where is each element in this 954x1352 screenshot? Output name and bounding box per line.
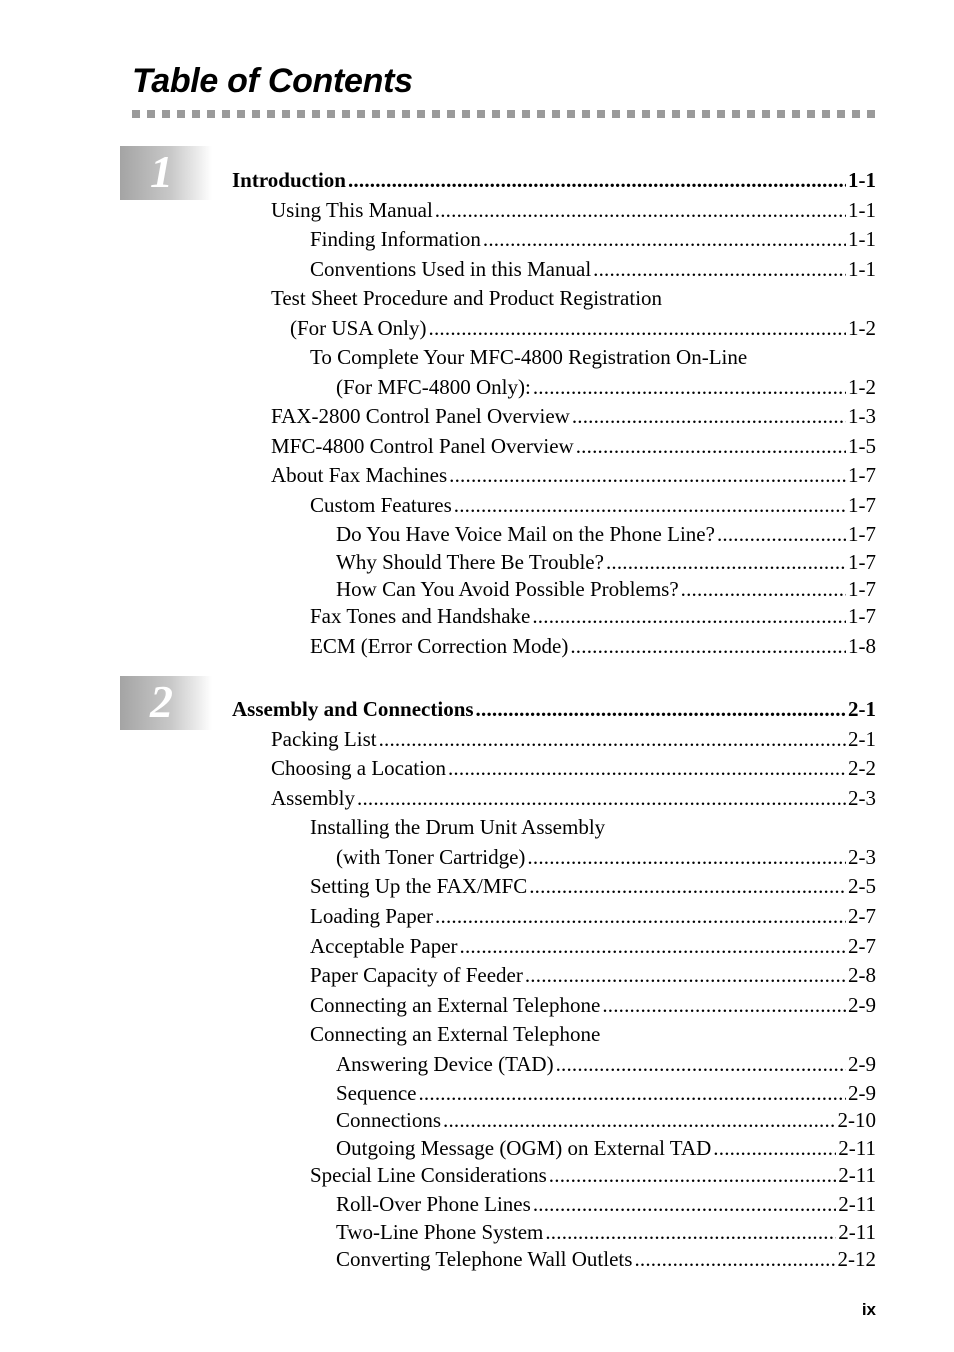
dot-leader	[545, 1219, 836, 1245]
toc-page: 1-1	[848, 168, 876, 192]
dot-leader	[572, 403, 846, 429]
toc-label: Setting Up the FAX/MFC	[310, 874, 528, 898]
dot-leader	[435, 197, 846, 223]
toc-page: 1-3	[848, 404, 876, 428]
dot-leader	[549, 1162, 836, 1188]
toc-page: 2-11	[838, 1220, 876, 1244]
toc-entry[interactable]	[336, 549, 876, 575]
toc-label: (For MFC-4800 Only):	[336, 375, 531, 399]
toc-entry[interactable]	[336, 1246, 876, 1272]
toc-label: (For USA Only)	[290, 316, 427, 340]
toc-entry[interactable]	[336, 844, 876, 870]
dot-leader	[429, 315, 846, 341]
toc-entry[interactable]	[271, 433, 876, 459]
dot-leader	[527, 844, 846, 870]
toc-entry[interactable]	[336, 1051, 876, 1077]
toc-label: Outgoing Message (OGM) on External TAD	[336, 1136, 712, 1160]
toc-entry[interactable]	[271, 197, 876, 223]
toc-label: FAX-2800 Control Panel Overview	[271, 404, 570, 428]
dot-leader	[602, 992, 846, 1018]
toc-label: Two-Line Phone System	[336, 1220, 544, 1244]
toc-entry[interactable]	[310, 633, 876, 659]
toc-entry-continued-label[interactable]	[310, 344, 876, 370]
dot-leader	[606, 549, 846, 575]
chapter-2-number: 2	[150, 676, 173, 727]
toc-page: 2-7	[848, 934, 876, 958]
toc-label: Packing List	[271, 727, 377, 751]
toc-label: Do You Have Voice Mail on the Phone Line?	[336, 522, 715, 546]
toc-page: 2-11	[838, 1136, 876, 1160]
toc-label: About Fax Machines	[271, 463, 448, 487]
toc-entry[interactable]	[310, 1162, 876, 1188]
toc-page: 2-7	[848, 904, 876, 928]
dot-leader	[681, 576, 846, 602]
toc-entry[interactable]	[310, 603, 876, 629]
dot-leader	[593, 256, 846, 282]
dot-leader	[634, 1246, 835, 1272]
toc-entry[interactable]	[310, 933, 876, 959]
toc-label: Special Line Considerations	[310, 1163, 547, 1187]
toc-label: Installing the Drum Unit Assembly	[310, 815, 606, 839]
toc-label: Answering Device (TAD)	[336, 1052, 554, 1076]
toc-entry[interactable]	[310, 992, 876, 1018]
toc-page: 1-7	[848, 577, 876, 601]
toc-label: Assembly	[271, 786, 355, 810]
toc-page: 1-7	[848, 604, 876, 628]
toc-page: 1-7	[848, 463, 876, 487]
toc-page: 1-2	[848, 316, 876, 340]
toc-page: 1-7	[848, 550, 876, 574]
toc-label: Test Sheet Procedure and Product Registration	[271, 286, 663, 310]
dot-leader	[532, 603, 846, 629]
toc-entry[interactable]	[310, 226, 876, 252]
dot-leader	[449, 462, 846, 488]
toc-label: Connections	[336, 1108, 441, 1132]
toc-page: 1-1	[848, 198, 876, 222]
dot-leader	[418, 1080, 846, 1106]
toc-entry[interactable]	[310, 256, 876, 282]
toc-label: Roll-Over Phone Lines	[336, 1192, 531, 1216]
toc-entry[interactable]	[336, 1219, 876, 1245]
toc-page: 2-9	[848, 1052, 876, 1076]
toc-entry[interactable]	[271, 403, 876, 429]
dot-leader	[348, 167, 846, 193]
toc-chapter-1-heading[interactable]	[232, 167, 876, 193]
dot-leader	[576, 433, 846, 459]
dot-leader	[454, 492, 846, 518]
toc-label: Loading Paper	[310, 904, 434, 928]
toc-label: Finding Information	[310, 227, 481, 251]
toc-label: Using This Manual	[271, 198, 433, 222]
toc-label: Why Should There Be Trouble?	[336, 550, 604, 574]
toc-entry[interactable]	[271, 785, 876, 811]
page-number: ix	[861, 1300, 876, 1319]
toc-entry[interactable]	[271, 462, 876, 488]
toc-label: Choosing a Location	[271, 756, 446, 780]
toc-label: Connecting an External Telephone	[310, 1022, 601, 1046]
toc-entry[interactable]	[310, 492, 876, 518]
toc-entry-continued-label[interactable]	[271, 285, 876, 311]
toc-page: 1-5	[848, 434, 876, 458]
toc-page: 2-2	[848, 756, 876, 780]
title-dotted-rule	[132, 110, 876, 118]
toc-label: MFC-4800 Control Panel Overview	[271, 434, 574, 458]
toc-page: 2-9	[848, 993, 876, 1017]
toc-entry[interactable]	[336, 1135, 876, 1161]
dot-leader	[529, 873, 846, 899]
toc-entry[interactable]	[336, 1191, 876, 1217]
toc-entry[interactable]	[310, 962, 876, 988]
toc-entry[interactable]	[336, 521, 876, 547]
chapter-1-number: 1	[150, 146, 173, 197]
toc-page: 2-9	[848, 1081, 876, 1105]
toc-entry-continued-label[interactable]	[310, 814, 876, 840]
dot-leader	[476, 696, 846, 722]
toc-entry[interactable]	[271, 726, 876, 752]
toc-chapter-2-heading[interactable]	[232, 696, 876, 722]
dot-leader	[525, 962, 846, 988]
toc-label: ECM (Error Correction Mode)	[310, 634, 569, 658]
toc-page: 2-12	[837, 1247, 876, 1271]
chapter-2-tab	[120, 676, 212, 730]
dot-leader	[533, 1191, 836, 1217]
toc-entry[interactable]	[310, 903, 876, 929]
toc-entry[interactable]	[336, 1080, 876, 1106]
toc-label: Conventions Used in this Manual	[310, 257, 592, 281]
toc-label: Fax Tones and Handshake	[310, 604, 531, 628]
toc-page: 1-1	[848, 257, 876, 281]
toc-label: Converting Telephone Wall Outlets	[336, 1247, 633, 1271]
dot-leader	[379, 726, 846, 752]
dot-leader	[533, 374, 846, 400]
dot-leader	[483, 226, 846, 252]
toc-page: 2-1	[848, 727, 876, 751]
dot-leader	[435, 903, 846, 929]
toc-label: Assembly and Connections	[232, 697, 474, 721]
dot-leader	[570, 633, 846, 659]
toc-label: Custom Features	[310, 493, 452, 517]
toc-label: Introduction	[232, 168, 346, 192]
toc-page: 2-3	[848, 845, 876, 869]
toc-entry[interactable]	[271, 755, 876, 781]
dot-leader	[713, 1135, 836, 1161]
toc-entry[interactable]	[290, 315, 876, 341]
toc-label: (with Toner Cartridge)	[336, 845, 526, 869]
toc-page: 2-11	[838, 1163, 876, 1187]
dot-leader	[717, 521, 846, 547]
toc-entry[interactable]	[336, 576, 876, 602]
toc-page: 2-5	[848, 874, 876, 898]
toc-page: 2-1	[848, 697, 876, 721]
toc-label: To Complete Your MFC-4800 Registration On-Line	[310, 345, 748, 369]
toc-page: 2-8	[848, 963, 876, 987]
toc-entry[interactable]	[310, 873, 876, 899]
toc-label: How Can You Avoid Possible Problems?	[336, 577, 679, 601]
chapter-1-tab	[120, 146, 212, 200]
toc-label: Sequence	[336, 1081, 417, 1105]
toc-page: 2-10	[837, 1108, 876, 1132]
toc-page: 1-7	[848, 493, 876, 517]
toc-page: 1-1	[848, 227, 876, 251]
dot-leader	[556, 1051, 846, 1077]
toc-page: 1-2	[848, 375, 876, 399]
toc-entry[interactable]	[336, 374, 876, 400]
dot-leader	[448, 755, 846, 781]
toc-page: 1-7	[848, 522, 876, 546]
toc-entry-continued-label[interactable]	[310, 1021, 876, 1047]
toc-page: 2-11	[838, 1192, 876, 1216]
dot-leader	[443, 1107, 836, 1133]
page-title: Table of Contents	[132, 62, 413, 100]
toc-label: Connecting an External Telephone	[310, 993, 601, 1017]
toc-page: 1-8	[848, 634, 876, 658]
toc-page: 2-3	[848, 786, 876, 810]
toc-entry[interactable]	[336, 1107, 876, 1133]
toc-label: Paper Capacity of Feeder	[310, 963, 523, 987]
dot-leader	[460, 933, 846, 959]
toc-label: Acceptable Paper	[310, 934, 458, 958]
dot-leader	[357, 785, 846, 811]
